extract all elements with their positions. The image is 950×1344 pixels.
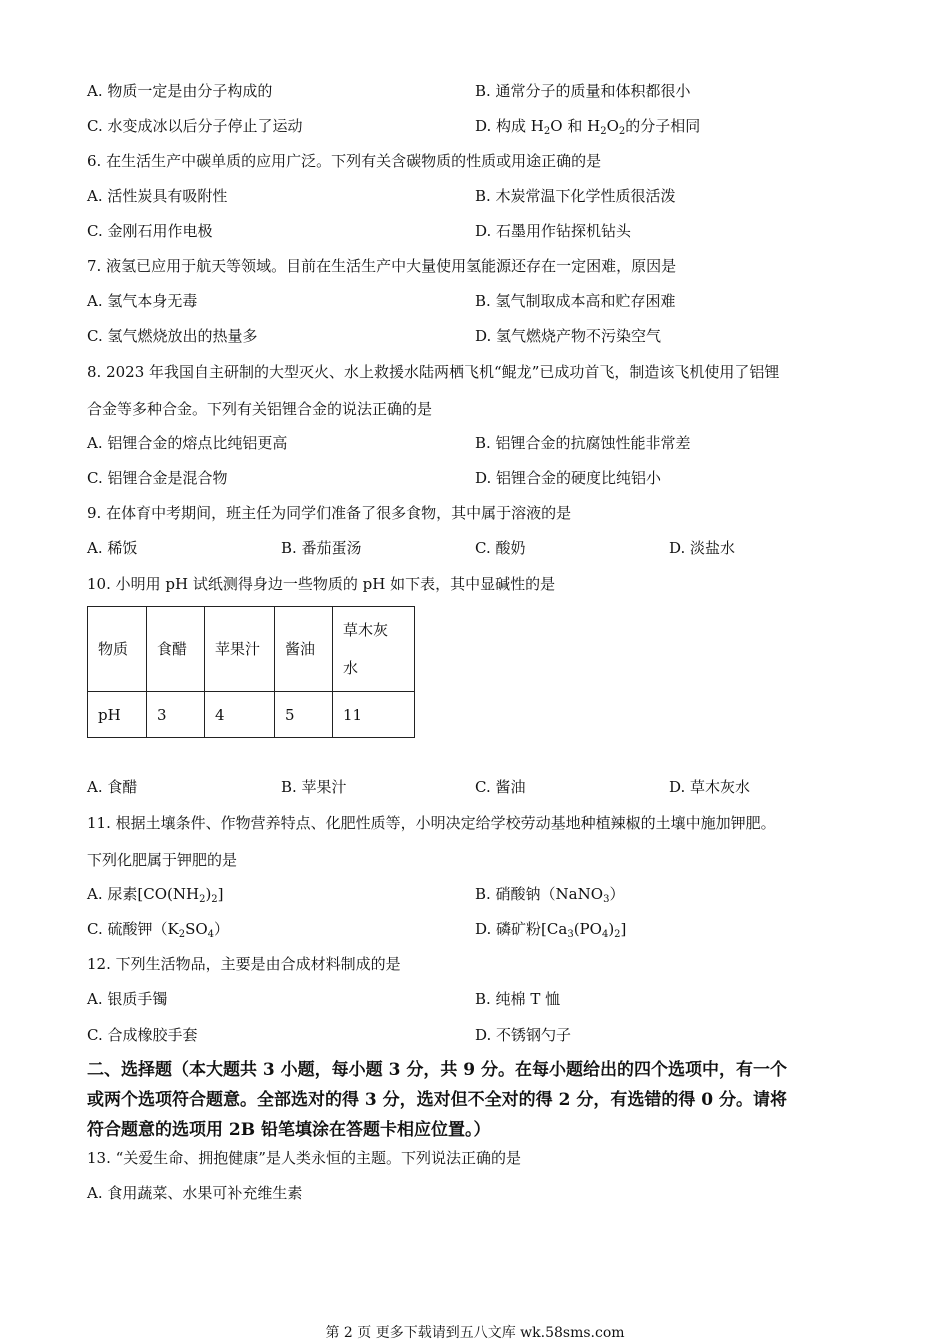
q5-option-d: D. 构成 $H_2O$ 和 $H_2O_2$的分子相同 (475, 117, 701, 137)
table-cell: 食醋 (147, 607, 205, 692)
q9-option-c: C. 酸奶 (475, 539, 526, 557)
q11-stem-line1: 11. 根据土壤条件、作物营养特点、化肥性质等，小明决定给学校劳动基地种植辣椒的土壤中施加钾肥。 (87, 814, 776, 832)
section-heading-line2: 或两个选项符合题意。全部选对的得 3 分，选对但不全对的得 2 分，有选错的得 0 分。请将 (87, 1090, 787, 1110)
q5-option-b: B. 通常分子的质量和体积都很小 (475, 82, 691, 100)
q7-option-d: D. 氢气燃烧产物不污染空气 (475, 327, 662, 345)
q11-option-b: B. 硝酸钠（NaNO$_3$） (475, 885, 625, 905)
q6-stem: 6. 在生活生产中碳单质的应用广泛。下列有关含碳物质的性质或用途正确的是 (87, 152, 602, 170)
table-cell: 物质 (88, 607, 147, 692)
q6-option-b: B. 木炭常温下化学性质很活泼 (475, 187, 676, 205)
q6-option-c: C. 金刚石用作电极 (87, 222, 213, 240)
q5-option-c: C. 水变成冰以后分子停止了运动 (87, 117, 303, 135)
q8-stem-line1: 8. 2023 年我国自主研制的大型灭火、水上救援水陆两栖飞机“鲲龙”已成功首飞，制造该飞机使用了铝锂 (87, 363, 780, 381)
q8-option-d: D. 铝锂合金的硬度比纯铝小 (475, 469, 662, 487)
table-cell: 3 (147, 692, 205, 738)
q10-stem: 10. 小明用 pH 试纸测得身边一些物质的 pH 如下表，其中显碱性的是 (87, 575, 556, 593)
q6-option-d: D. 石墨用作钻探机钻头 (475, 222, 632, 240)
table-cell: pH (88, 692, 147, 738)
q12-option-b: B. 纯棉 T 恤 (475, 990, 561, 1008)
q9-option-a: A. 稀饭 (87, 539, 138, 557)
q10-option-c: C. 酱油 (475, 778, 526, 796)
q13-option-a: A. 食用蔬菜、水果可补充维生素 (87, 1184, 303, 1202)
q6-option-a: A. 活性炭具有吸附性 (87, 187, 228, 205)
q5-option-a: A. 物质一定是由分子构成的 (87, 82, 273, 100)
table-cell: 5 (275, 692, 333, 738)
q13-stem: 13. “关爱生命、拥抱健康”是人类永恒的主题。下列说法正确的是 (87, 1149, 521, 1167)
q12-option-d: D. 不锈钢勺子 (475, 1026, 572, 1044)
table-cell-line2: 水 (343, 659, 359, 677)
q11-option-a: A. 尿素$[CO(NH_2)_2]$ (87, 885, 224, 905)
q9-stem: 9. 在体育中考期间，班主任为同学们准备了很多食物，其中属于溶液的是 (87, 504, 572, 522)
q10-option-d: D. 草木灰水 (669, 778, 751, 796)
q7-stem: 7. 液氢已应用于航天等领域。目前在生活生产中大量使用氢能源还存在一定困难，原因是 (87, 257, 677, 275)
table-row (88, 607, 415, 692)
q11-option-c: C. 硫酸钾$(K_2SO_4)$ (87, 920, 230, 940)
table-cell: 酱油 (275, 607, 333, 692)
page-footer: 第 2 页 更多下载请到五八文库 wk.58sms.com (325, 1325, 625, 1341)
section-heading-line3: 符合题意的选项用 2B 铅笔填涂在答题卡相应位置。） (87, 1120, 491, 1140)
q10-option-b: B. 苹果汁 (281, 778, 347, 796)
q8-option-a: A. 铝锂合金的熔点比纯铝更高 (87, 434, 288, 452)
q7-option-a: A. 氢气本身无毒 (87, 292, 198, 310)
q7-option-c: C. 氢气燃烧放出的热量多 (87, 327, 258, 345)
table-cell: 苹果汁 (205, 607, 275, 692)
section-heading-line1: 二、选择题（本大题共 3 小题，每小题 3 分，共 9 分。在每小题给出的四个选项中，有一个 (87, 1060, 787, 1080)
table-row (88, 692, 415, 738)
table-cell (333, 607, 415, 692)
q12-stem: 12. 下列生活物品，主要是由合成材料制成的是 (87, 955, 401, 973)
ph-table (87, 606, 415, 738)
q9-option-d: D. 淡盐水 (669, 539, 736, 557)
table-cell-line1: 草木灰 (343, 621, 389, 639)
table-cell: 11 (333, 692, 415, 738)
q8-option-b: B. 铝锂合金的抗腐蚀性能非常差 (475, 434, 691, 452)
q9-option-b: B. 番茄蛋汤 (281, 539, 362, 557)
table-cell: 4 (205, 692, 275, 738)
q10-option-a: A. 食醋 (87, 778, 138, 796)
q12-option-c: C. 合成橡胶手套 (87, 1026, 198, 1044)
q8-stem-line2: 合金等多种合金。下列有关铝锂合金的说法正确的是 (87, 400, 433, 418)
q7-option-b: B. 氢气制取成本高和贮存困难 (475, 292, 676, 310)
q8-option-c: C. 铝锂合金是混合物 (87, 469, 228, 487)
q11-option-d: D. 磷矿粉$[Ca_3(PO_4)_2]$ (475, 920, 627, 940)
q12-option-a: A. 银质手镯 (87, 990, 168, 1008)
q11-stem-line2: 下列化肥属于钾肥的是 (87, 851, 238, 869)
